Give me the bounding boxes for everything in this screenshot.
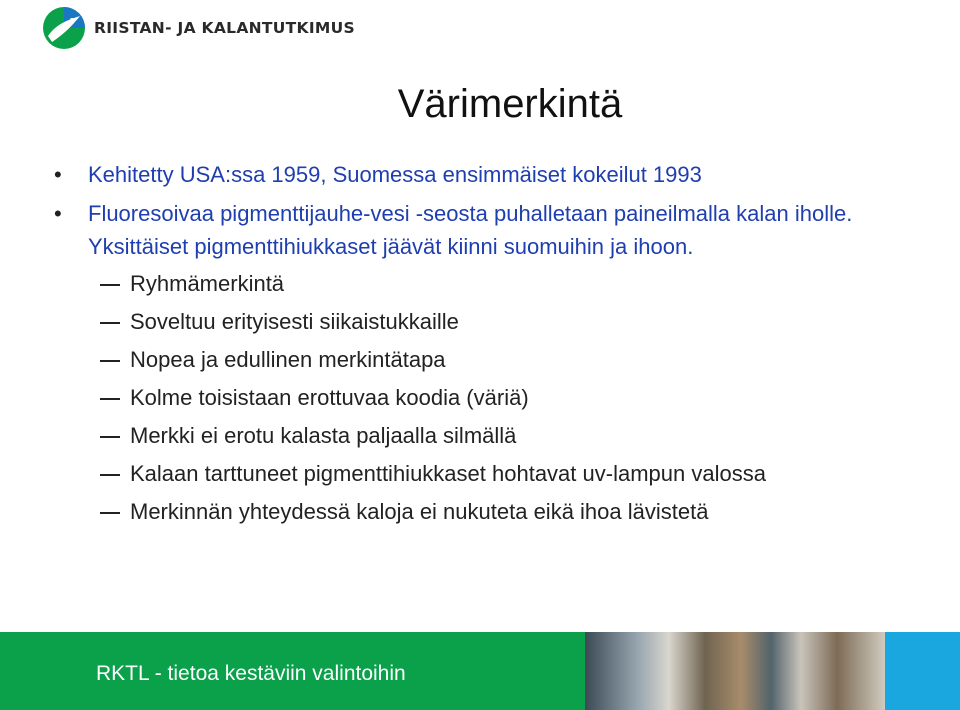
sub-item: Kolme toisistaan erottuvaa koodia (väriä) bbox=[52, 383, 922, 413]
sub-list bbox=[52, 269, 922, 527]
footer-tagline: RKTL - tietoa kestäviin valintoihin bbox=[96, 662, 406, 685]
fish-bird-logo-icon bbox=[42, 6, 86, 50]
wildlife-photo-strip bbox=[585, 632, 885, 710]
sub-item: Merkinnän yhteydessä kaloja ei nukuteta eikä ihoa lävistetä bbox=[52, 497, 922, 527]
sub-item: Soveltuu erityisesti siikaistukkaille bbox=[52, 307, 922, 337]
org-name: RIISTAN- JA KALANTUTKIMUS bbox=[94, 19, 355, 37]
sub-item: Nopea ja edullinen merkintätapa bbox=[52, 345, 922, 375]
org-logo bbox=[42, 6, 355, 50]
sub-item: Merkki ei erotu kalasta paljaalla silmällä bbox=[52, 421, 922, 451]
sub-item: Kalaan tarttuneet pigmenttihiukkaset hohtavat uv-lampun valossa bbox=[52, 459, 922, 489]
footer-bar bbox=[0, 632, 960, 710]
sub-item: Ryhmämerkintä bbox=[52, 269, 922, 299]
slide-title: Värimerkintä bbox=[397, 82, 623, 126]
bullet-item: • Fluoresoivaa pigmenttijauhe-vesi -seosta puhalletaan paineilmalla kalan iholle. Yksittäiset pigmenttihiukkaset jäävät kiinni suomuihin ja ihoon. bbox=[52, 197, 922, 263]
slide-content bbox=[52, 158, 922, 535]
bullet-item: • Kehitetty USA:ssa 1959, Suomessa ensimmäiset kokeilut 1993 bbox=[52, 158, 922, 191]
accent-block bbox=[885, 632, 960, 710]
